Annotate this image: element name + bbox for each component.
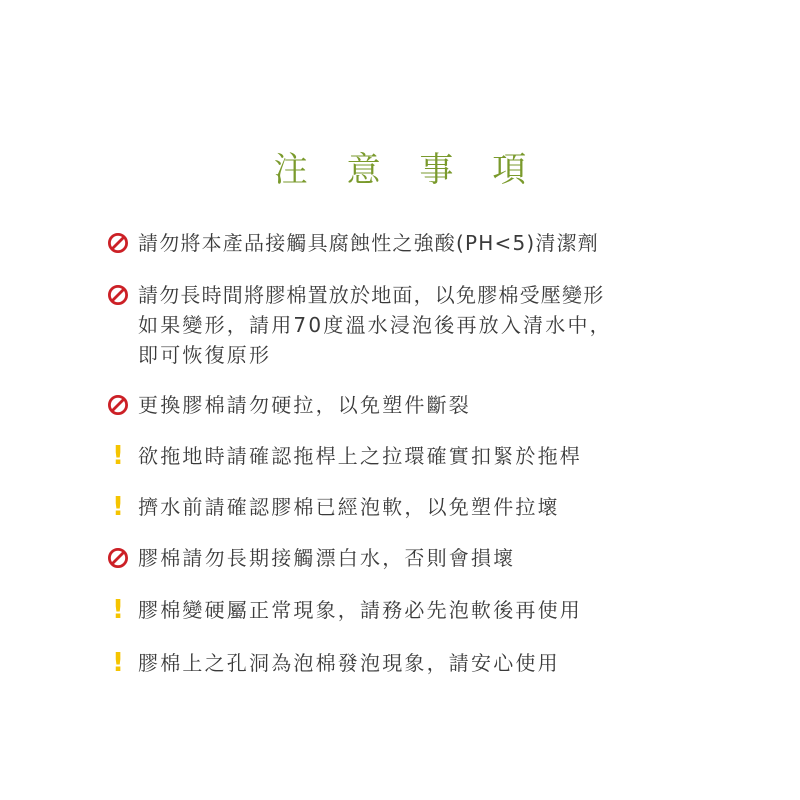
notice-text: 請勿將本產品接觸具腐蝕性之強酸(PH<5)清潔劑 (138, 231, 599, 255)
notice-text: 欲拖地時請確認拖桿上之拉環確實扣緊於拖桿 (138, 444, 582, 468)
prohibition-icon (105, 392, 131, 418)
exclamation-icon: ! (112, 648, 124, 678)
notice-text: 膠棉變硬屬正常現象，請務必先泡軟後再使用 (138, 598, 582, 622)
exclamation-icon: ! (112, 595, 124, 625)
prohibition-icon (105, 230, 131, 256)
prohibition-icon (105, 545, 131, 571)
notice-text: 膠棉上之孔洞為泡棉發泡現象，請安心使用 (138, 651, 560, 675)
notice-text: 即可恢復原形 (138, 343, 272, 367)
notice-text: 請勿長時間將膠棉置放於地面，以免膠棉受壓變形 (138, 283, 605, 307)
prohibition-icon (105, 282, 131, 308)
notice-text: 擠水前請確認膠棉已經泡軟，以免塑件拉壞 (138, 495, 560, 519)
notice-text: 如果變形，請用70度溫水浸泡後再放入清水中， (138, 313, 612, 337)
notice-text: 更換膠棉請勿硬拉，以免塑件斷裂 (138, 393, 471, 417)
exclamation-icon: ! (112, 441, 124, 471)
exclamation-icon: ! (112, 492, 124, 522)
page-title: 注 意 事 項 (273, 150, 541, 190)
notice-text: 膠棉請勿長期接觸漂白水，否則會損壞 (138, 546, 516, 570)
